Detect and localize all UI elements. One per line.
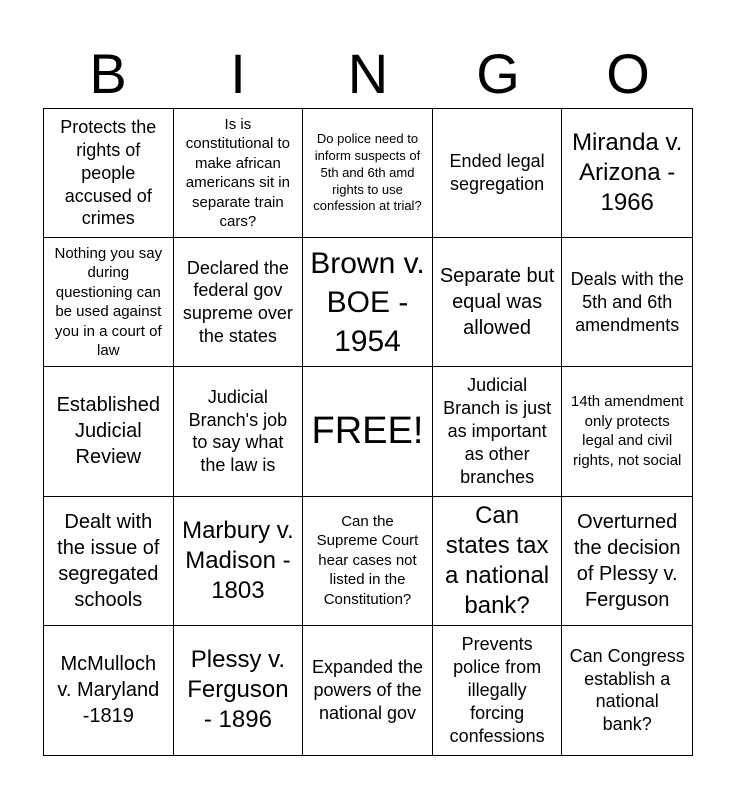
cell-text: Established Judicial Review — [56, 394, 160, 469]
bingo-cell[interactable] — [303, 626, 433, 755]
bingo-cell[interactable] — [174, 626, 304, 755]
bingo-cell[interactable] — [174, 238, 304, 367]
bingo-cell[interactable] — [44, 109, 174, 238]
bingo-cell[interactable] — [433, 109, 563, 238]
cell-text: Miranda v. Arizona - 1966 — [572, 129, 683, 217]
bingo-cell[interactable] — [562, 626, 692, 755]
cell-text: Declared the federal gov supreme over the states — [182, 257, 293, 347]
cell-text: Judicial Branch is just as important as other branches — [443, 375, 552, 487]
cell-text: Overturned the decision of Plessy v. Ferguson — [573, 510, 681, 611]
bingo-cell[interactable] — [174, 109, 304, 238]
bingo-cell[interactable] — [44, 626, 174, 755]
header-letter-n: N — [347, 42, 389, 105]
header-letter-b: B — [89, 42, 127, 105]
free-space-text: FREE! — [311, 409, 424, 452]
bingo-cell[interactable] — [174, 367, 304, 496]
cell-text: Deals with the 5th and 6th amendments — [570, 269, 684, 335]
bingo-cell[interactable] — [44, 497, 174, 626]
free-space-cell[interactable] — [303, 367, 433, 496]
cell-text: Is is constitutional to make african americans sit in separate train cars? — [185, 115, 290, 231]
cell-text: McMulloch v. Maryland -1819 — [57, 653, 160, 728]
cell-text: Separate but equal was allowed — [439, 265, 555, 340]
cell-text: Plessy v. Ferguson - 1896 — [187, 646, 289, 734]
bingo-cell[interactable] — [303, 109, 433, 238]
bingo-cell[interactable] — [44, 367, 174, 496]
header-letter-g: G — [476, 42, 520, 105]
cell-text: Nothing you say during questioning can be used against you in a court of law — [54, 244, 163, 360]
cell-text: Judicial Branch's job to say what the law is — [188, 386, 288, 476]
bingo-cell[interactable] — [44, 238, 174, 367]
bingo-cell[interactable] — [562, 238, 692, 367]
bingo-cell[interactable] — [433, 238, 563, 367]
bingo-cell[interactable] — [303, 497, 433, 626]
cell-text: Can states tax a national bank? — [445, 501, 550, 619]
cell-text: Ended legal segregation — [449, 151, 545, 195]
cell-text: 14th amendment only protects legal and civil rights, not social — [570, 393, 684, 469]
header-letter-o: O — [606, 42, 650, 105]
cell-text: Prevents police from illegally forcing confessions — [449, 634, 545, 746]
bingo-board — [43, 108, 693, 756]
bingo-header — [43, 40, 693, 108]
bingo-cell[interactable] — [174, 497, 304, 626]
header-letter-i: I — [230, 42, 246, 105]
cell-text: Do police need to inform suspects of 5th and 6th amd rights to use confession at trial? — [313, 130, 422, 214]
bingo-cell[interactable] — [562, 109, 692, 238]
cell-text: Protects the rights of people accused of crimes — [60, 116, 157, 229]
bingo-cell[interactable] — [562, 497, 692, 626]
cell-text: Can Congress establish a national bank? — [569, 645, 685, 735]
cell-text: Dealt with the issue of segregated schools — [57, 510, 160, 611]
bingo-cell[interactable] — [433, 367, 563, 496]
bingo-cell[interactable] — [433, 626, 563, 755]
bingo-cell[interactable] — [303, 238, 433, 367]
cell-text: Expanded the powers of the national gov — [311, 657, 424, 723]
cell-text: Marbury v. Madison - 1803 — [182, 516, 294, 604]
cell-text: Brown v. BOE - 1954 — [310, 246, 425, 358]
cell-text: Can the Supreme Court hear cases not listed in the Constitution? — [316, 512, 419, 608]
bingo-cell[interactable] — [433, 497, 563, 626]
bingo-cell[interactable] — [562, 367, 692, 496]
